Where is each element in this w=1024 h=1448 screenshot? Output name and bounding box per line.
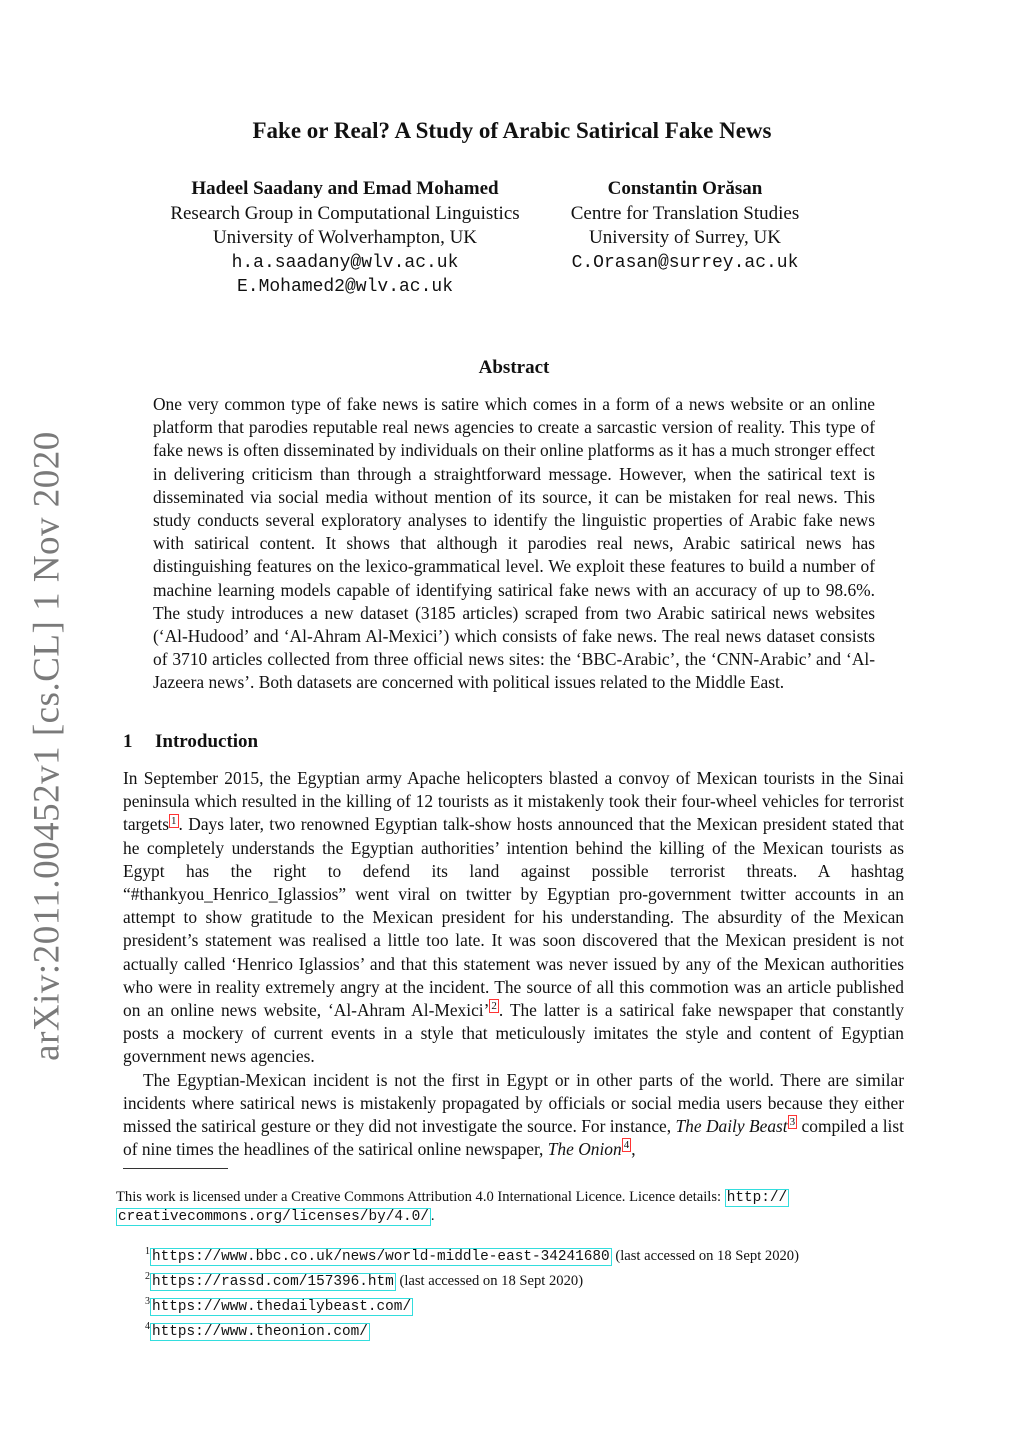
footnote-ref[interactable]: 4: [623, 1139, 630, 1152]
footnote-divider: [123, 1168, 228, 1169]
text-run: compiled a list of nine times the headlines of the satirical online newspaper,: [123, 1116, 904, 1160]
paper-title: Fake or Real? A Study of Arabic Satirical Fake News: [252, 118, 772, 143]
abstract-heading: Abstract: [478, 357, 550, 378]
footnote: [145, 1292, 799, 1317]
footnote-ref[interactable]: 3: [789, 1116, 796, 1129]
author-block-left: [150, 177, 540, 300]
footnote-number: 2: [145, 1271, 150, 1283]
footnote-link[interactable]: https://www.thedailybeast.com/: [152, 1298, 412, 1315]
text-run: . Days later, two renowned Egyptian talk-show hosts announced that the Mexican president stated that he completely understands the Egyptian authorities’ intention behind the killing of the Mexican tourists as Egypt has the right to defend its land against possible terrorist threats. A hashtag “#thankyou_Henrico_Iglassios” went viral on twitter by Egyptian pro-government twitter accounts in an attempt to show gratitude to the Mexican president for his understanding. The absurdity of the Mexican president’s statement was realised a little too late. It was soon discovered that the Mexican president is not actually called ‘Henrico Iglassios’ and that this statement was never issued by any of the Mexican authorities who were in reality extremely angry at the incident. The source of all this commotion was an article published on an online news website, ‘Al-Ahram Al-Mexici’: [123, 814, 904, 1021]
italic-title: The Onion: [547, 1139, 622, 1160]
footnote-number: 3: [145, 1296, 150, 1308]
text-run: In September 2015, the Egyptian army Apache helicopters blasted a convoy of Mexican tourists in the Sinai peninsula which resulted in the killing of 12 tourists as it mistakenly took their four-wheel vehicles for terrorist targets: [123, 768, 904, 835]
footnote-link[interactable]: https://rassd.com/157396.htm: [152, 1273, 394, 1290]
footnote-number: 1: [145, 1246, 150, 1257]
footnote-ref[interactable]: 2: [491, 1000, 497, 1013]
footnote-number: 4: [145, 1321, 150, 1333]
footnote: [145, 1317, 799, 1342]
section-title: Introduction: [155, 731, 259, 752]
footnote-ref[interactable]: 1: [171, 814, 177, 827]
author-email: E.Mohamed2@wlv.ac.uk: [236, 277, 454, 297]
author-affiliation: Centre for Translation Studies: [570, 202, 800, 224]
footnote-link[interactable]: https://www.bbc.co.uk/news/world-middle-east-34241680: [152, 1248, 610, 1265]
license-end: .: [430, 1208, 435, 1224]
text-run: ,: [631, 1139, 636, 1160]
license-link[interactable]: http://: [726, 1190, 788, 1206]
license-text: This work is licensed under a Creative Commons Attribution 4.0 International Licence. Licence details:: [116, 1189, 725, 1205]
section-number: 1: [123, 731, 133, 752]
footnote: [145, 1242, 799, 1267]
paragraph: [123, 1069, 904, 1162]
author-institution: University of Surrey, UK: [589, 227, 781, 248]
footnote-note: (last accessed on 18 Sept 2020): [395, 1272, 584, 1289]
license-note: [116, 1188, 905, 1226]
license-link[interactable]: creativecommons.org/licenses/by/4.0/: [118, 1209, 429, 1225]
italic-title: The Daily Beast: [675, 1116, 788, 1137]
author-names: Constantin Orăsan: [607, 178, 763, 199]
section-heading: [123, 731, 258, 753]
footnote-note: (last accessed on 18 Sept 2020): [611, 1247, 799, 1264]
footnote-link[interactable]: https://www.theonion.com/: [152, 1324, 368, 1341]
text-run: The Egyptian-Mexican incident is not the first in Egypt or in other parts of the world. There are similar incidents where satirical news is mistakenly propagated by officials or social media users because they either missed the satirical gesture or they did not investigate the source. For instance,: [123, 1069, 904, 1137]
author-email: C.Orasan@surrey.ac.uk: [571, 252, 799, 273]
author-names: Hadeel Saadany and Emad Mohamed: [191, 178, 499, 199]
abstract-text: One very common type of fake news is satire which comes in a form of a news website or an online platform that parodies reputable real news agencies to create a sarcastic version of reality. This type of fake news is often disseminated by individuals on their online platforms as it has a much stronger effect in delivering criticism than through a straightforward message. However, when the satirical text is disseminated via social media without mention of its source, it can be mistaken for real news. This study conducts several exploratory analyses to identify the linguistic properties of Arabic fake news with satirical content. It shows that although it parodies real news, Arabic satirical news has distinguishing features on the lexico-grammatical level. We exploit these features to build a number of machine learning models capable of identifying satirical fake news with an accuracy of up to 98.6%. The study introduces a new dataset (3185 articles) scraped from two Arabic satirical news websites (‘Al-Hudood’ and ‘Al-Ahram Al-Mexici’) which consists of fake news. The real news dataset consists of 3710 articles collected from three official news sites: the ‘BBC-Arabic’, the ‘CNN-Arabic’ and ‘Al-Jazeera news’. Both datasets are concerned with political issues related to the Middle East.: [153, 394, 875, 693]
paragraph: [123, 767, 904, 1069]
footnotes: [145, 1242, 799, 1342]
arxiv-identifier: arXiv:2011.00452v1 [cs.CL] 1 Nov 2020: [26, 431, 68, 1061]
author-institution: University of Wolverhampton, UK: [212, 227, 478, 248]
footnote: [145, 1267, 799, 1292]
introduction-body: [123, 767, 904, 1161]
author-block-right: [545, 177, 825, 275]
text-run: . The latter is a satirical fake newspaper that constantly posts a mockery of current events in a style that meticulously imitates the style and content of Egyptian government news agencies.: [123, 1000, 904, 1067]
author-email: h.a.saadany@wlv.ac.uk: [231, 252, 459, 273]
author-affiliation: Research Group in Computational Linguistics: [170, 202, 520, 224]
